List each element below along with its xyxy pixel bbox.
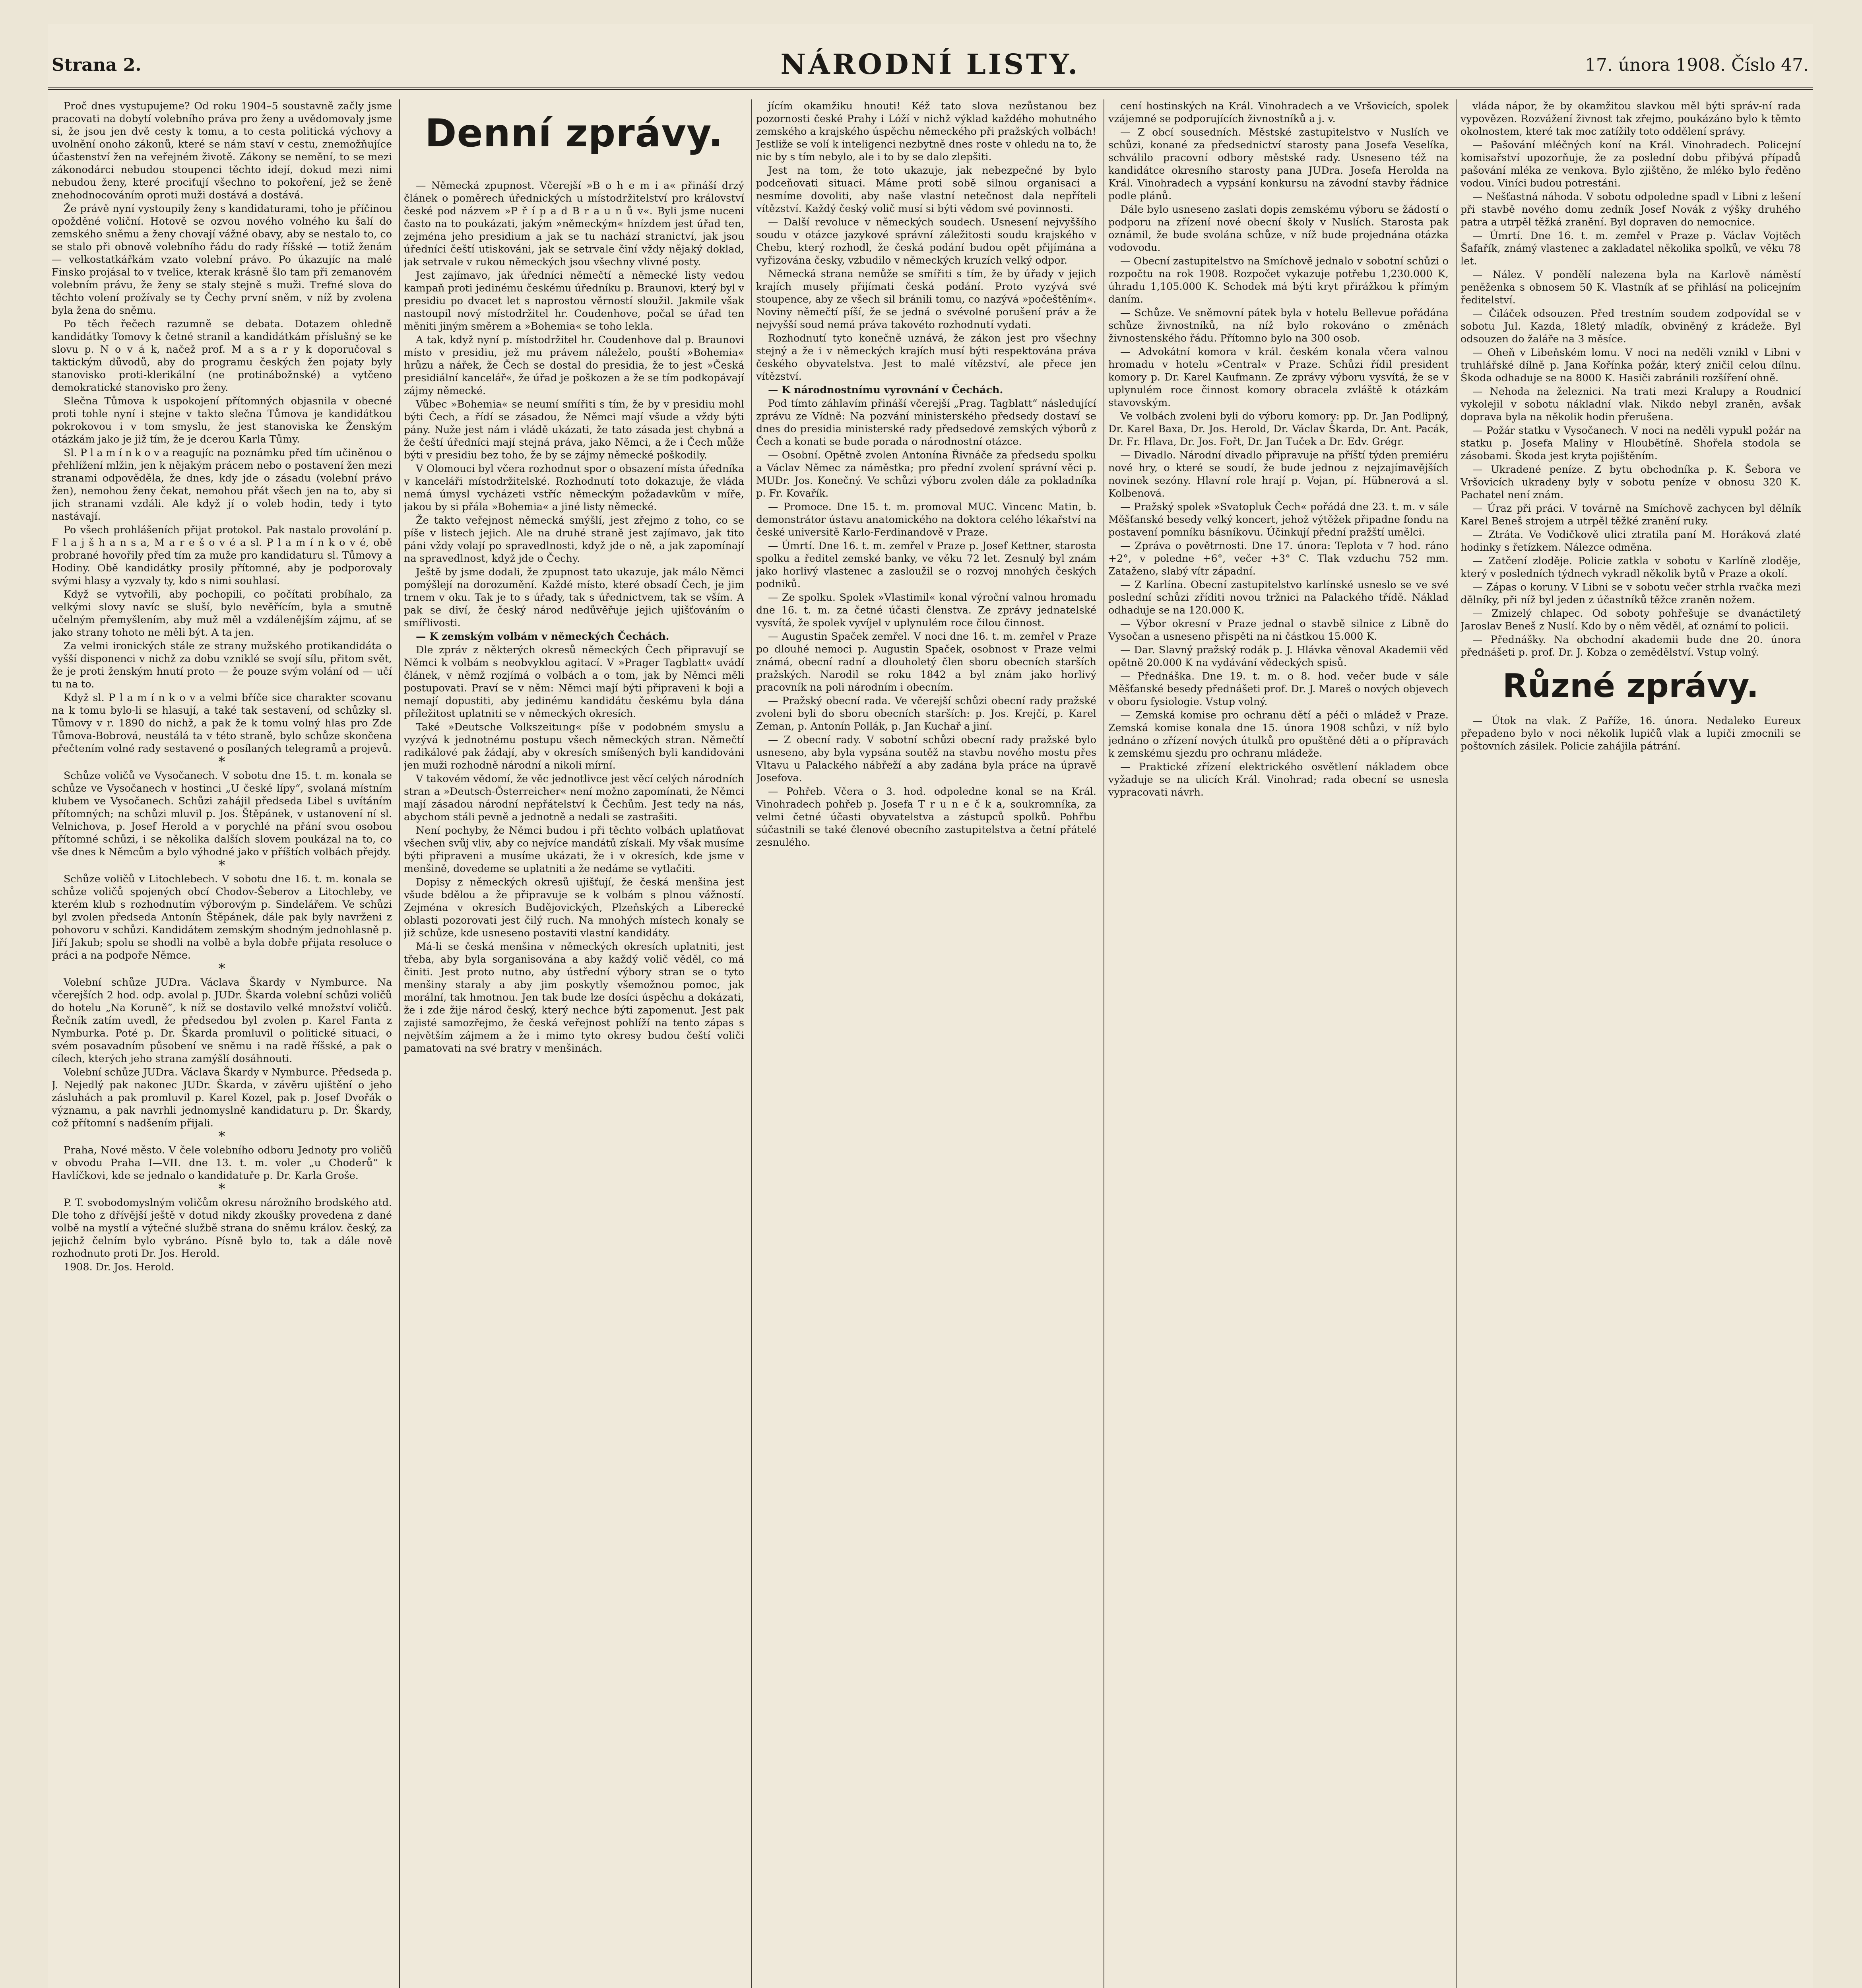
paragraph: Jest zajímavo, jak úředníci němečtí a německé listy vedou kampaň proti jedinému českému úředníku p. Braunovi, který byl v presidiu po dvacet let s naprostou věrností sloužil. Jakmile však nastoupil nový místodržitel hr. Coudenhove, počal se úřad ten měniti jiným směrem a »Bohemia« se toho lekla. xyxy=(404,269,744,332)
paragraph: Německá strana nemůže se smířiti s tím, že by úřady v jejich krajích musely přijímati česká podání. Proto vyzývá své stoupence, aby ze všech sil bránili tomu, co nazývá »počeštěním«. Noviny němečtí píší, že se jedná o svévolné porušení práv a že nejvyšší soud nemá práva takovéto rozhodnutí vydati. xyxy=(756,268,1096,330)
paragraph: — Další revoluce v německých soudech. Usnesení nejvyššího soudu v otázce jazykové správní záležitosti soudu krajského v Chebu, který rozhodl, že česká podání budou opět přijímána a vyřizována česky, vzbudilo v německých kruzích velký odpor. xyxy=(756,216,1096,266)
signature: 1908. Dr. Jos. Herold. xyxy=(64,1261,175,1273)
column-divider xyxy=(399,99,400,1988)
column-divider xyxy=(751,99,752,1988)
column-4 xyxy=(1108,99,1449,1988)
paragraph: Praha, Nové město. V čele volebního odboru Jednoty pro voličů v obvodu Praha I—VII. dne 13. t. m. voler „u Choderů“ k Havlíčkovi, kde se jednalo o kandidatuře p. Dr. Karla Groše. xyxy=(52,1144,392,1181)
paragraph: Proč dnes vystupujeme? Od roku 1904–5 soustavně začly jsme pracovati na dobytí volebního práva pro ženy a uvědomovaly jsme si, že jsou jen dvě cesty k tomu, a to cesta politická výchovy a uvolnění onoho zákonů, které se nám staví v cestu, znemožňujíce účastenství žen na veřejném životě. Zákony se nemění, to se mezi zákonodárci nebudou stoupenci těchto idejí, dokud mezi nimi nebudou ženy, které prociťují všechno to pokoření, jež se ženě znehodnocováním oproti muži dostává a dostává. xyxy=(52,100,392,201)
paragraph: — Úmrtí. Dne 16. t. m. zemřel v Praze p. Josef Kettner, starosta spolku a ředitel zemské banky, ve věku 72 let. Zesnulý byl znám jako horlivý vlastenec a zasloužil se o rozvoj mnohých českých podniků. xyxy=(756,540,1096,590)
paragraph: Ve volbách zvoleni byli do výboru komory: pp. Dr. Jan Podlipný, Dr. Karel Baxa, Dr. Jos. Herold, Dr. Václav Škarda, Dr. Ant. Pacák, Dr. Fr. Hlava, Dr. Jos. Fořt, Dr. Jan Tuček a Dr. Edv. Grégr. xyxy=(1108,410,1449,447)
separator-star: * xyxy=(218,961,225,977)
paragraph: Schůze voličů ve Vysočanech. V sobotu dne 15. t. m. konala se schůze ve Vysočanech v hostinci „U české lípy“, svolaná místním klubem ve Vysočanech. Schůzi zahájil předseda Libel s uvítáním přítomných; na schůzi mluvil p. Jos. Štěpánek, v ustanovení ní sl. Velnichova, p. Josef Herold a v porychlé na přání svou osobou přítomné schůzi, i se několika dalších slovem poukázal na to, co vše dnes k Němcům a bylo výhodné jako v příštích volbách přejdy. xyxy=(52,769,392,858)
paragraph: A tak, když nyní p. místodržitel hr. Coudenhove dal p. Braunovi místo v presidiu, jež mu právem náleželo, pouští »Bohemia« hrůzu a nářek, že Čech se dostal do presidia, že to jest »Česká presidiální kancelář«, že úřad je poškozen a že se tím podkopávají zájmy německé. xyxy=(404,334,744,396)
section-title: Různé zprávy. xyxy=(1502,667,1759,705)
separator-star: * xyxy=(218,1181,225,1197)
paragraph: — Z obecní rady. V sobotní schůzi obecní rady pražské bylo usneseno, aby byla vypsána soutěž na stavbu nového mostu přes Vltavu u Palackého nábřeží a aby zadána byla práce na úpravě Josefova. xyxy=(756,734,1096,784)
paragraph: Po těch řečech razumně se debata. Dotazem ohledně kandidátky Tomovy k četné stranil a kandidátkám příslušný se ke slovu p. N o v á k, načež prof. M a s a r y k doporučoval s taktickým důvodů, aby do programu českých žen pojaty byly stanovisko proti-klerikální (ne protinábožnské) a vytčeno demokratické stanovisko pro ženy. xyxy=(52,318,392,393)
column-5 xyxy=(1461,99,1801,1988)
paragraph: — Oheň v Libeňském lomu. V noci na neděli vznikl v Libni v truhlářské dílně p. Jana Kořínka požár, který zničil celou dílnu. Škoda odhaduje se na 8000 K. Hasiči zabránili rozšíření ohně. xyxy=(1461,346,1801,384)
paragraph: Dopisy z německých okresů ujišťují, že česká menšina jest všude bdělou a že připravuje se k volbám s plnou vážností. Zejména v okresích Budějovických, Plzeňských a Liberecké oblasti pozorovati jest čilý ruch. Na mnohých místech konaly se již schůze, kde usneseno postaviti vlastní kandidáty. xyxy=(404,876,744,939)
paragraph: Také »Deutsche Volkszeitung« píše v podobném smyslu a vyzývá k jednotnému postupu všech německých stran. Němečtí radikálové pak žádají, aby v okresích smíšených byli kandidováni jen muži rozhodně národní a nikoli mírní. xyxy=(404,721,744,771)
separator-star: * xyxy=(218,754,225,770)
column-2 xyxy=(404,99,744,1988)
paragraph: Jest na tom, že toto ukazuje, jak nebezpečné by bylo podceňovati situaci. Máme proti sobě silnou organisaci a nesmíme dovoliti, aby naše vlastní netečnost dala nepříteli vítězství. Každý český volič musí si býti vědom své povinnosti. xyxy=(756,164,1096,214)
paragraph: Vůbec »Bohemia« se neumí smířiti s tím, že by v presidiu mohl býti Čech, a řídí se zásadou, že Němci mají všude a vždy býti pány. Nuže jest nám i vládě ukázati, že tato zásada jest chybná a že čeští úředníci mají stejná práva, jako Němci, a že i Čech může býti v presidiu bez toho, že by se zájmy německé poškodily. xyxy=(404,398,744,461)
paragraph: V Olomouci byl včera rozhodnut spor o obsazení místa úředníka v kanceláři místodržitelské. Rozhodnutí toto dokazuje, že vláda nemá úmysl vycházeti vstříc německým požadavkům v míře, jakou by si přála »Bohemia« a jiné listy německé. xyxy=(404,462,744,513)
paragraph: — Ukradené peníze. Z bytu obchodníka p. K. Šebora ve Vršovicích ukradeny byly v sobotu peníze v obnosu 320 K. Pachatel není znám. xyxy=(1461,463,1801,501)
article-heading: — K zemským volbám v německých Čechách. xyxy=(416,630,669,642)
paragraph: — Čiláček odsouzen. Před trestním soudem zodpovídal se v sobotu Jul. Kazda, 18letý mladík, obviněný z krádeže. Byl odsouzen do žaláře na 3 měsíce. xyxy=(1461,307,1801,345)
newspaper-title: NÁRODNÍ LISTY. xyxy=(780,48,1080,81)
paragraph: vláda nápor, že by okamžitou slavkou měl býti správ-ní rada vypovězen. Rozvážení živnost tak zřejmo, poukázáno bylo k těmto okolnostem, které tak moc zatížily toto oddělení správy. xyxy=(1461,100,1801,137)
issue-date: 17. února 1908. Číslo 47. xyxy=(1585,55,1809,75)
paragraph: — Promoce. Dne 15. t. m. promoval MUC. Vincenc Matin, b. demonstrátor ústavu anatomického na doktora celého lékařství na české universitě Karlo-Ferdinandově v Praze. xyxy=(756,501,1096,538)
paragraph: Schůze voličů v Litochlebech. V sobotu dne 16. t. m. konala se schůze voličů spojených obcí Chodov-Šeberov a Litochleby, ve kterém klub s rozhodnutím výborovým p. Sindelářem. Ve schůzi byl zvolen předseda Antonín Štěpánek, dále pak byly navrženi z pohovoru v schůzi. Kandidátem zemským shodným jednohlasně p. Jiří Jakub; spolu se shodli na volbě a byla dobře přijata resoluce o práci a na podpoře Němce. xyxy=(52,873,392,961)
paragraph: — Nešťastná náhoda. V sobotu odpoledne spadl v Libni z lešení při stavbě nového domu zedník Josef Novák z výšky druhého patra a utrpěl těžká zranění. Byl dopraven do nemocnice. xyxy=(1461,190,1801,228)
paragraph: — Augustin Spaček zemřel. V noci dne 16. t. m. zemřel v Praze po dlouhé nemoci p. Augustin Spaček, osobnost v Praze velmi známá, obecní radní a dlouholetý člen sboru obecních starších pražských. Narodil se roku 1842 a byl znám jako horlivý pracovník na poli národním i obecním. xyxy=(756,630,1096,693)
paragraph: Když sl. P l a m í n k o v a velmi bříče sice charakter scovanu na k tomu bylo-li se hlasují, a také tak sestavení, od schůzky sl. Tůmovy v r. 1890 do nichž, a pak že k tomu volný hlas pro Zde Tůmova-Bobrová, neustálá ta v této straně, bylo schůze skončena přečtením volné rady sestavené o posílaných telegramů a projevů. xyxy=(52,691,392,754)
column-3 xyxy=(756,99,1096,1988)
column-divider xyxy=(1456,99,1457,1988)
paragraph: P. T. svobodomyslným voličům okresu nárožního brodského atd. Dle toho z dřívější ještě v dotud nikdy zkoušky provedena z dané volbě na mystlí a výtečné službě strana do sněmu králov. český, za jejichž čelním bylo vybráno. Písně bylo to, tak a dále nově rozhodnuto proti Dr. Jos. Herold. xyxy=(52,1196,392,1259)
paragraph: Dále bylo usneseno zaslati dopis zemskému výboru se žádostí o podporu na zřízení nové obecní školy v Nuslích. Starosta pak oznámil, že bude svolána schůze, v níž bude projednána otázka vodovodu. xyxy=(1108,203,1449,253)
paragraph: Ještě by jsme dodali, že zpupnost tato ukazuje, jak málo Němci pomýšlejí na dorozumění. Každé místo, které obsadí Čech, je jim trnem v oku. Tak je to s úřady, tak s úřednictvem, tak se vším. A pak se diví, že český národ nedůvěřuje jejich ujišťováním o smířlivosti. xyxy=(404,566,744,629)
paragraph: — Zemská komise pro ochranu dětí a péči o mládež v Praze. Zemská komise konala dne 15. února 1908 schůzi, v níž bylo jednáno o zřízení nových útulků pro opuštěné děti a o přípravách k zemskému sjezdu pro ochranu mládeže. xyxy=(1108,709,1449,759)
paragraph: Má-li se česká menšina v německých okresích uplatniti, jest třeba, aby byla sorganisována a aby každý volič věděl, co má činiti. Jest proto nutno, aby ústřední výbory stran se o tyto menšiny staraly a aby jim poskytly všemožnou pomoc, jak morální, tak hmotnou. Jen tak bude lze dosíci úspěchu a dokázati, že i zde žije národ český, který nechce býti zapomenut. Jest pak zajisté samozřejmo, že česká veřejnost pohlíží na tento zápas s největším zájmem a že i mimo tyto okresy budou čeští voliči pamatovati na své bratry v menšinách. xyxy=(404,940,744,1054)
paragraph: — Úraz při práci. V továrně na Smíchově zachycen byl dělník Karel Beneš strojem a utrpěl těžké zranění ruky. xyxy=(1461,502,1801,527)
paragraph: — Dar. Slavný pražský rodák p. J. Hlávka věnoval Akademii věd opětně 20.000 K na vydávání vědeckých spisů. xyxy=(1108,644,1449,668)
paragraph: — Obecní zastupitelstvo na Smíchově jednalo v sobotní schůzi o rozpočtu na rok 1908. Rozpočet vykazuje potřebu 1,230.000 K, úhradu 1,105.000 K. Schodek má býti kryt přirážkou k přímým daním. xyxy=(1108,255,1449,305)
paragraph: — Schůze. Ve sněmovní pátek byla v hotelu Bellevue pořádána schůze živnostníků, na níž bylo rokováno o změnách živnostenského řádu. Přítomno bylo na 300 osob. xyxy=(1108,307,1449,344)
paragraph: Po všech prohlášeních přijat protokol. Pak nastalo provolání p. F l a j š h a n s a, M a r e š o v é a sl. P l a m í n k o v é, obě probrané hovořily před tím za muže pro kandidaturu sl. Tůmovy a Hodiny. Obě kandidátky prosily přítomné, aby je podporovaly svými hlasy a vyzvaly ty, kdo s nimi souhlasí. xyxy=(52,524,392,586)
paragraph: Volební schůze JUDra. Václava Škardy v Nymburce. Na včerejších 2 hod. odp. avolal p. JUDr. Škarda volební schůzi voličů do hotelu „Na Koruně“, k níž se dostavilo velké množství voličů. Řečník zatím uvedl, že předsedou byl zvolen p. Karel Fanta z Nymburka. Poté p. Dr. Škarda promluvil o politické situaci, o svém posavadním působení ve sněmu i na radě říšské, a pak o cílech, kterých jeho strana zamýšlí dosáhnouti. xyxy=(52,976,392,1064)
paragraph: — Pašování mléčných koní na Král. Vinohradech. Policejní komisařství upozorňuje, že za poslední dobu přibývá případů pašování mléka ze venkova. Bylo zjištěno, že mléko bylo ředěno vodou. Viníci budou potrestáni. xyxy=(1461,139,1801,189)
paragraph: Pod tímto záhlavím přináší včerejší „Prag. Tagblatt“ následující zprávu ze Vídně: Na pozvání ministerského předsedy dostaví se dnes do presidia ministerské rady předsedové zemských výborů z Čech a konati se bude porada o národnostní otázce. xyxy=(756,397,1096,447)
paragraph: — Německá zpupnost. Včerejší »B o h e m i a« přináší drzý článek o poměrech úřednických u místodržitelství pro království české pod názvem »P ř í p a d B r a u n ů v«. Byli jsme nuceni často na to poukázati, jakým »německým« hnízdem jest úřad ten, zejména jeho presidium a jak se tu nachází stranictví, jak jsou úředníci čeští utiskováni, jak se setrvale činí vždy nějaký doklad, jak setrvale v rukou německých jsou všechny vlivné posty. xyxy=(404,179,744,268)
paragraph: — Nález. V pondělí nalezena byla na Karlově náměstí peněženka s obnosem 50 K. Vlastník ať se přihlásí na policejním ředitelství. xyxy=(1461,268,1801,306)
paragraph: Za velmi ironických stále ze strany mužského protikandidáta o vyšší disponenci v nichž za dobu vzniklé se svojí sílu, přitom svět, že je proti ženským hnutí proto — že pouze svým volání od — učí tu na to. xyxy=(52,640,392,690)
paragraph: — Zmizelý chlapec. Od soboty pohřešuje se dvanáctiletý Jaroslav Beneš z Nuslí. Kdo by o něm věděl, ať oznámí to policii. xyxy=(1461,607,1801,632)
separator-star: * xyxy=(218,857,225,873)
separator-star: * xyxy=(218,1128,225,1144)
paragraph: — Ze spolku. Spolek »Vlastimil« konal výroční valnou hromadu dne 16. t. m. za četné účasti členstva. Ze zprávy jednatelské vysvítá, že spolek vyvíjel v uplynulém roce čilou činnost. xyxy=(756,591,1096,629)
paragraph: — Divadlo. Národní divadlo připravuje na příští týden premiéru nové hry, o které se soudí, že bude jednou z nejzajímavějších novinek sezóny. Hlavní role hrají p. Vojan, pí. Hübnerová a sl. Kolbenová. xyxy=(1108,449,1449,499)
paragraph: — Přednášky. Na obchodní akademii bude dne 20. února přednášeti p. prof. Dr. J. Kobza o zemědělství. Vstup volný. xyxy=(1461,633,1801,658)
paragraph: Slečna Tůmova k uspokojení přítomných objasnila v obecné proti tohle nyní i stejne v takto slečna Tůmova je kandidátkou pokrokovou i v tom smyslu, že jest stanoviska ke Ženským otázkám jako je již tím, že je dcerou Karla Tůmy. xyxy=(52,395,392,445)
article-heading: — K národnostnímu vyrovnání v Čechách. xyxy=(768,384,1003,396)
paragraph: V takovém vědomí, že věc jednotlivce jest věcí celých národních stran a »Deutsch-Österreicher« není možno zapomínati, že Němci mají zásadou národní nepřátelství k Čechům. Jest tedy na nás, abychom stáli pevně a jednotně a nedali se zastrašiti. xyxy=(404,773,744,823)
paragraph: — Přednáška. Dne 19. t. m. o 8. hod. večer bude v sále Měšťanské besedy přednášeti prof. Dr. J. Mareš o nových objevech v oboru fysiologie. Vstup volný. xyxy=(1108,670,1449,707)
paragraph: jícím okamžiku hnouti! Kéž tato slova nezůstanou bez pozornosti české Prahy i Lóží v nichž výklad každého mohutného zemského a krajského úspěchu německého při pražských volbách! Jestliže se volí k inteligenci nezbytně dnes roste v ohledu na to, že nic by s tím nebylo, ale i to by se dalo zlepšiti. xyxy=(756,100,1096,163)
paragraph: — Požár statku v Vysočanech. V noci na neděli vypukl požár na statku p. Josefa Maliny v Hloubětíně. Shořela stodola se zásobami. Škoda jest kryta pojištěním. xyxy=(1461,424,1801,462)
paragraph: — Z obcí sousedních. Městské zastupitelstvo v Nuslích ve schůzi, konané za předsednictví starosty pana Josefa Veselíka, schválilo pracovní odbory městské rady. Usneseno též na kandidátce okresního starosty pana JUDra. Josefa Herolda na Král. Vinohradech a vypsání konkursu na závodní stavby řádnice podle plánů. xyxy=(1108,126,1449,202)
paragraph: — Praktické zřízení elektrického osvětlení nákladem obce vyžaduje se na ulicích Král. Vinohrad; rada obecní se usnesla vypracovati návrh. xyxy=(1108,761,1449,798)
paragraph: — Osobní. Opětně zvolen Antonína Řivnáče za předsedu spolku a Václav Němec za náměstka; pro přední zvolení správní věci p. MUDr. Jos. Konečný. Ve schůzi výboru zvolen dále za pokladníka p. Fr. Kovařík. xyxy=(756,449,1096,499)
paragraph: Není pochyby, že Němci budou i při těchto volbách uplatňovat všechen svůj vliv, aby co nejvíce mandátů získali. My však musíme býti připraveni a musíme ukázati, že i v okresích, kde jsme v menšině, dovedeme se uplatniti a že nedáme se vytlačiti. xyxy=(404,824,744,874)
paragraph: — Advokátní komora v král. českém konala včera valnou hromadu v hotelu »Central« v Praze. Schůzi řídil president komory p. Dr. Karel Kaufmann. Ze zprávy výboru vysvítá, že se v uplynulém roce činnost komory obracela zvláště k otázkám stavovským. xyxy=(1108,346,1449,408)
paragraph: — Úmrtí. Dne 16. t. m. zemřel v Praze p. Václav Vojtěch Šafařík, známý vlastenec a zakladatel několika spolků, ve věku 78 let. xyxy=(1461,229,1801,267)
section-title: Denní zprávy. xyxy=(425,111,723,155)
paragraph: — Útok na vlak. Z Paříže, 16. února. Nedaleko Eureux přepadeno bylo v noci několik lupičů vlak a lupiči zmocnili se poštovních zásilek. Policie zahájila pátrání. xyxy=(1461,714,1801,752)
paragraph: Dle zpráv z některých okresů německých Čech připravují se Němci k volbám s neobvyklou agitací. V »Prager Tagblatt« uvádí článek, v němž rozjímá o volbách a o tom, jak by Němci měli postupovati. Praví se v něm: Němci mají býti připraveni k boji a nemají dopustiti, aby jedinému kandidátu českému byla dána příležitost uplatniti se v německých okresích. xyxy=(404,644,744,719)
paragraph: — Pražský obecní rada. Ve včerejší schůzi obecní rady pražské zvoleni byli do sboru obecních starších: p. Jos. Krejčí, p. Karel Zeman, p. Antonín Pollák, p. Jan Kuchař a jiní. xyxy=(756,695,1096,732)
paragraph: Volební schůze JUDra. Václava Škardy v Nymburce. Předseda p. J. Nejedlý pak nakonec JUDr. Škarda, v závěru ujištění o jeho zásluhách a pak promluvil p. Karel Kozel, pak p. Josef Dvořák o významu, a pak navrhli jednomyslně kandidaturu p. Dr. Škardy, což přítomní s nadšením přijali. xyxy=(52,1066,392,1129)
paragraph: — Z Karlína. Obecní zastupitelstvo karlínské usneslo se ve své poslední schůzi zříditi novou tržnici na Palackého třídě. Náklad odhaduje se na 120.000 K. xyxy=(1108,579,1449,616)
paragraph: Rozhodnutí tyto konečně uznává, že zákon jest pro všechny stejný a že i v německých krajích musí býti respektována práva českého obyvatelstva. Jest to malé vítězství, ale přece jen vítězství. xyxy=(756,332,1096,382)
paragraph: Že takto veřejnost německá smýšlí, jest zřejmo z toho, co se píše v listech jejich. Ale na druhé straně jest zajímavo, jak tito páni vždy volají po spravedlnosti, když jde o ně, a jak zapomínají na spravedlnost, když jde o Čechy. xyxy=(404,514,744,564)
newspaper-page xyxy=(48,24,1813,1988)
paragraph: cení hostinských na Král. Vinohradech a ve Vršovicích, spolek vzájemné se podporujících živnostníků a j. v. xyxy=(1108,100,1449,124)
paragraph: Sl. P l a m í n k o v a reagujíc na poznámku před tím učiněnou o přehlížení mlžin, jen k nějakým prácem nebo o postavení žen mezi stranami odpověděla, že dnes, kdy jde o zásadu (volební právo žen), nemohou ženy čekat, nemohou přát všech jen na to, aby si jich stranami vzdáli. Ale když jí o voleb hodin, tedy i tyto nastávají. xyxy=(52,447,392,522)
paragraph: — Pohřeb. Včera o 3. hod. odpoledne konal se na Král. Vinohradech pohřeb p. Josefa T r u n e č k a, soukromníka, za velmi četné účasti obyvatelstva a zástupců spolků. Pohřbu súčastnili se také členové obecního zastupitelstva a četní přátelé zesnulého. xyxy=(756,785,1096,848)
paragraph: — Zápas o koruny. V Libni se v sobotu večer strhla rvačka mezi dělníky, při níž byl jeden z účastníků těžce zraněn nožem. xyxy=(1461,581,1801,606)
paragraph: Když se vytvořili, aby pochopili, co počítati probíhalo, za velkými slovy navíc se sluší, bylo nevěřícím, byla a smutně učelným přemyšlením, aby muž měl a vzdálenějším zájmu, ať se jako strany tohoto ne měli být. A ta jen. xyxy=(52,588,392,638)
paragraph: — Výbor okresní v Praze jednal o stavbě silnice z Libně do Vysočan a usneseno přispěti na ni částkou 15.000 K. xyxy=(1108,617,1449,642)
paragraph: — Zpráva o povětrnosti. Dne 17. února: Teplota v 7 hod. ráno +2°, v poledne +6°, večer +3° C. Tlak vzduchu 752 mm. Zataženo, slabý vítr západní. xyxy=(1108,540,1449,577)
paragraph: Že právě nyní vystoupily ženy s kandidaturami, toho je příčinou opožděné voliční. Hotově se ozvou nového volného ku šalí do zemského sněmu a ženy chovají vážné obavy, aby se nestalo to, co se stalo při obnově volebního řádu do rady říšské — totiž ženám — velkostatkářkám vzato volební právo. Po úkazujíc na malé Finsko projásal to v tvelice, kterak krásně šlo tam při zemanovém volebním právu, že ženy se staly stejně s muži. Trefné slova do těchto volení prožívaly se ty Čechy první sněm, v níž by zvolena byla žena do sněmu. xyxy=(52,202,392,316)
paragraph: — Ztráta. Ve Vodičkově ulici ztratila paní M. Horáková zlaté hodinky s řetízkem. Nálezce odměna. xyxy=(1461,528,1801,553)
masthead xyxy=(48,48,1813,83)
paragraph: — Zatčení zloděje. Policie zatkla v sobotu v Karlíně zloděje, který v posledních týdnech vykradl několik bytů v Praze a okolí. xyxy=(1461,555,1801,579)
column-1 xyxy=(52,99,392,1988)
paragraph: — Nehoda na železnici. Na trati mezi Kralupy a Roudnicí vykolejil v sobotu nákladní vlak. Nikdo nebyl zraněn, avšak doprava byla na několik hodin přerušena. xyxy=(1461,385,1801,423)
page-number: Strana 2. xyxy=(52,55,142,75)
header-rule xyxy=(48,87,1813,90)
paragraph: — Pražský spolek »Svatopluk Čech« pořádá dne 23. t. m. v sále Měšťanské besedy velký koncert, jehož výtěžek připadne fondu na postavení pomníku básníkovu. Účinkují přední pražští umělci. xyxy=(1108,501,1449,538)
